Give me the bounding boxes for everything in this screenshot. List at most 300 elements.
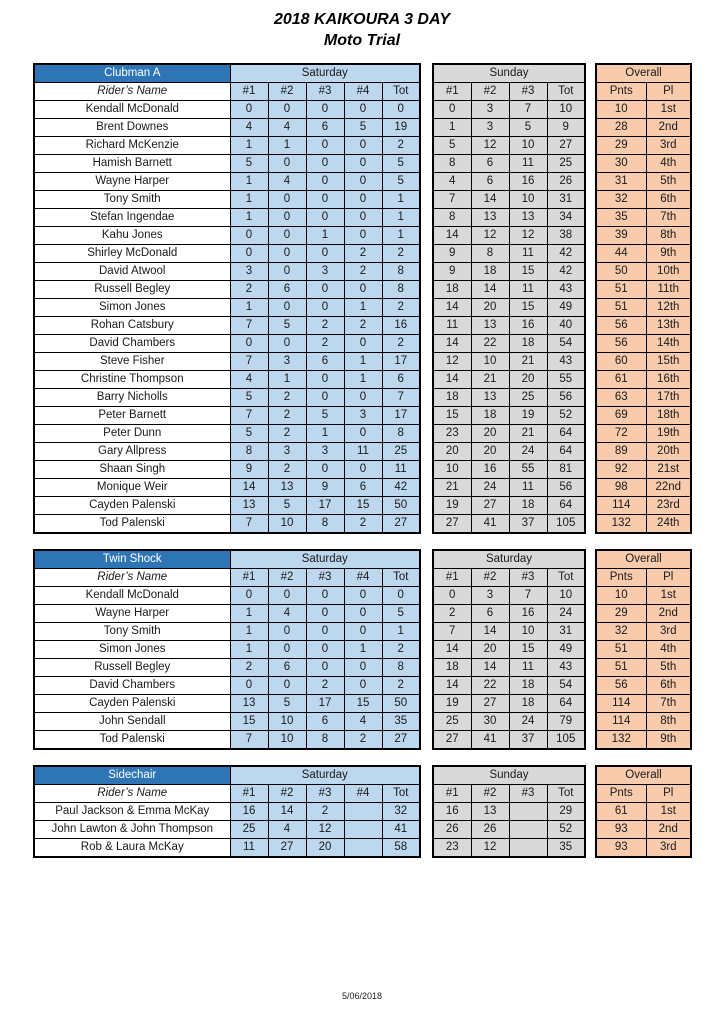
rider-name-cell: Cayden Palenski xyxy=(34,695,230,713)
score-cell: 0 xyxy=(268,641,306,659)
score-cell: 18 xyxy=(433,389,471,407)
score-cell: 0 xyxy=(268,245,306,263)
score-cell: 1 xyxy=(268,137,306,155)
column-header-row xyxy=(596,83,691,101)
score-cell: 5 xyxy=(268,695,306,713)
score-cell: 0 xyxy=(306,605,344,623)
rider-name-header-cell: Rider’s Name xyxy=(34,83,230,101)
score-cell: 3 xyxy=(471,119,509,137)
score-cell: 25 xyxy=(433,713,471,731)
col-header-cell: #2 xyxy=(471,569,509,587)
score-cell: 0 xyxy=(344,659,382,677)
score-cell: 14 xyxy=(471,659,509,677)
table-row xyxy=(433,677,585,695)
table-row xyxy=(34,461,420,479)
score-cell: 3 xyxy=(471,101,509,119)
rider-name-cell: Kendall McDonald xyxy=(34,587,230,605)
table-row xyxy=(34,317,420,335)
col-header-cell: #1 xyxy=(433,785,471,803)
points-cell: 39 xyxy=(596,227,646,245)
table-row xyxy=(34,335,420,353)
col-header-cell: #3 xyxy=(509,569,547,587)
table-row xyxy=(596,335,691,353)
score-cell: 11 xyxy=(433,317,471,335)
score-cell: 2 xyxy=(268,407,306,425)
place-cell: 2nd xyxy=(646,119,691,137)
rider-name-cell: Gary Allpress xyxy=(34,443,230,461)
score-cell: 4 xyxy=(268,173,306,191)
table-row xyxy=(596,839,691,858)
score-cell: 21 xyxy=(433,479,471,497)
col-header-cell: #2 xyxy=(268,83,306,101)
table-row xyxy=(34,731,420,750)
score-cell: 0 xyxy=(344,605,382,623)
rider-name-cell: Shaan Singh xyxy=(34,461,230,479)
place-cell: 14th xyxy=(646,335,691,353)
rider-name-cell: Paul Jackson & Emma McKay xyxy=(34,803,230,821)
table-row xyxy=(596,173,691,191)
table-row xyxy=(596,389,691,407)
table-row xyxy=(433,227,585,245)
table-row xyxy=(596,209,691,227)
points-cell: 114 xyxy=(596,695,646,713)
score-cell: 10 xyxy=(547,101,585,119)
score-cell: 9 xyxy=(547,119,585,137)
score-cell: 1 xyxy=(230,299,268,317)
score-cell: 18 xyxy=(433,281,471,299)
table-row xyxy=(596,281,691,299)
score-cell: 16 xyxy=(509,317,547,335)
rider-name-cell: Shirley McDonald xyxy=(34,245,230,263)
score-cell: 2 xyxy=(344,317,382,335)
place-cell: 23rd xyxy=(646,497,691,515)
score-cell: 15 xyxy=(344,695,382,713)
col-header-cell: #2 xyxy=(268,569,306,587)
score-cell: 14 xyxy=(433,299,471,317)
place-cell: 8th xyxy=(646,227,691,245)
score-cell: 55 xyxy=(509,461,547,479)
score-cell: 54 xyxy=(547,335,585,353)
score-cell: 64 xyxy=(547,443,585,461)
points-cell: 51 xyxy=(596,641,646,659)
score-cell: 49 xyxy=(547,299,585,317)
score-cell: 2 xyxy=(344,515,382,534)
score-cell: 8 xyxy=(306,731,344,750)
score-cell: 2 xyxy=(433,605,471,623)
rider-name-cell: Kendall McDonald xyxy=(34,101,230,119)
table-row xyxy=(433,263,585,281)
rider-name-cell: Russell Begley xyxy=(34,659,230,677)
class-header-cell: Sidechair xyxy=(34,766,230,785)
table-row xyxy=(433,659,585,677)
col-header-cell: #1 xyxy=(230,83,268,101)
score-cell: 18 xyxy=(471,407,509,425)
table-row xyxy=(433,299,585,317)
table-row xyxy=(34,677,420,695)
points-cell: 31 xyxy=(596,173,646,191)
place-cell: 24th xyxy=(646,515,691,534)
points-cell: 132 xyxy=(596,515,646,534)
points-cell: 93 xyxy=(596,839,646,858)
table-row xyxy=(34,479,420,497)
score-cell: 8 xyxy=(471,245,509,263)
score-cell: 1 xyxy=(230,173,268,191)
score-cell: 0 xyxy=(306,641,344,659)
score-cell: 13 xyxy=(471,803,509,821)
score-cell: 18 xyxy=(509,695,547,713)
table-row xyxy=(433,461,585,479)
score-cell xyxy=(344,821,382,839)
score-cell: 2 xyxy=(382,641,420,659)
score-cell: 1 xyxy=(382,209,420,227)
score-cell: 13 xyxy=(471,389,509,407)
table-row xyxy=(596,803,691,821)
table-row xyxy=(596,587,691,605)
place-cell: 6th xyxy=(646,677,691,695)
rider-name-cell: Tod Palenski xyxy=(34,515,230,534)
score-cell: 24 xyxy=(471,479,509,497)
place-cell: 16th xyxy=(646,371,691,389)
score-cell: 13 xyxy=(230,497,268,515)
group-header-row xyxy=(34,64,420,83)
table-row xyxy=(34,137,420,155)
rider-name-cell: Tod Palenski xyxy=(34,731,230,750)
score-cell: 52 xyxy=(547,821,585,839)
score-cell: 2 xyxy=(382,335,420,353)
score-cell: 0 xyxy=(230,227,268,245)
score-cell: 8 xyxy=(306,515,344,534)
table-row xyxy=(433,803,585,821)
score-cell: 2 xyxy=(306,677,344,695)
table-row xyxy=(34,101,420,119)
col-header-cell: #1 xyxy=(433,569,471,587)
score-cell: 20 xyxy=(471,299,509,317)
group-header-row xyxy=(34,766,420,785)
score-cell: 5 xyxy=(230,425,268,443)
rider-name-cell: Barry Nicholls xyxy=(34,389,230,407)
table-row xyxy=(596,101,691,119)
score-cell: 29 xyxy=(547,803,585,821)
score-cell: 7 xyxy=(230,731,268,750)
table-row xyxy=(596,227,691,245)
table-row xyxy=(433,515,585,534)
score-cell: 0 xyxy=(230,587,268,605)
rider-name-cell: David Chambers xyxy=(34,677,230,695)
score-cell: 20 xyxy=(306,839,344,858)
table-row xyxy=(34,497,420,515)
score-cell: 10 xyxy=(471,353,509,371)
score-cell: 50 xyxy=(382,695,420,713)
score-cell: 41 xyxy=(471,515,509,534)
score-cell: 1 xyxy=(344,641,382,659)
score-cell: 6 xyxy=(471,605,509,623)
score-cell: 4 xyxy=(268,119,306,137)
pl-header-cell: Pl xyxy=(646,83,691,101)
day2-header-cell: Saturday xyxy=(433,550,585,569)
table-row xyxy=(433,209,585,227)
score-cell: 19 xyxy=(433,497,471,515)
table-row xyxy=(433,137,585,155)
points-cell: 30 xyxy=(596,155,646,173)
score-cell: 0 xyxy=(433,587,471,605)
score-cell: 8 xyxy=(382,263,420,281)
pnts-header-cell: Pnts xyxy=(596,785,646,803)
score-cell: 0 xyxy=(344,101,382,119)
score-cell: 6 xyxy=(344,479,382,497)
table-row xyxy=(433,119,585,137)
place-cell: 10th xyxy=(646,263,691,281)
table-row xyxy=(433,317,585,335)
table-row xyxy=(433,839,585,858)
table-row xyxy=(34,389,420,407)
table-row xyxy=(596,425,691,443)
place-cell: 9th xyxy=(646,731,691,750)
points-cell: 69 xyxy=(596,407,646,425)
score-cell: 5 xyxy=(433,137,471,155)
footer-date: 5/06/2018 xyxy=(341,991,383,1001)
table-row xyxy=(34,821,420,839)
points-cell: 35 xyxy=(596,209,646,227)
tables-container xyxy=(33,63,692,873)
table-row xyxy=(34,641,420,659)
table-row xyxy=(433,155,585,173)
score-cell: 25 xyxy=(230,821,268,839)
points-cell: 29 xyxy=(596,605,646,623)
pl-header-cell: Pl xyxy=(646,785,691,803)
points-cell: 29 xyxy=(596,137,646,155)
score-cell: 6 xyxy=(471,155,509,173)
score-cell: 9 xyxy=(433,263,471,281)
points-cell: 92 xyxy=(596,461,646,479)
score-cell: 0 xyxy=(268,209,306,227)
name-day1-table-clubman-a xyxy=(33,63,421,534)
score-cell: 6 xyxy=(306,119,344,137)
day1-header-cell: Saturday xyxy=(230,550,420,569)
table-row xyxy=(34,803,420,821)
table-row xyxy=(34,353,420,371)
table-row xyxy=(34,245,420,263)
score-cell: 15 xyxy=(344,497,382,515)
place-cell: 19th xyxy=(646,425,691,443)
table-row xyxy=(433,407,585,425)
class-header-cell: Twin Shock xyxy=(34,550,230,569)
score-cell: 43 xyxy=(547,353,585,371)
score-cell: 0 xyxy=(306,155,344,173)
score-cell: 6 xyxy=(268,659,306,677)
score-cell: 42 xyxy=(382,479,420,497)
score-cell: 18 xyxy=(433,659,471,677)
score-cell: 4 xyxy=(230,119,268,137)
score-cell: 1 xyxy=(230,623,268,641)
rider-name-cell: David Atwool xyxy=(34,263,230,281)
col-header-cell: #3 xyxy=(306,569,344,587)
col-header-cell: Tot xyxy=(547,569,585,587)
rider-name-cell: Brent Downes xyxy=(34,119,230,137)
place-cell: 4th xyxy=(646,641,691,659)
score-cell: 18 xyxy=(509,497,547,515)
score-cell: 10 xyxy=(509,137,547,155)
score-cell: 27 xyxy=(268,839,306,858)
place-cell: 2nd xyxy=(646,821,691,839)
results-section-clubman-a xyxy=(33,63,692,534)
score-cell: 5 xyxy=(306,407,344,425)
group-header-row xyxy=(596,64,691,83)
score-cell: 54 xyxy=(547,677,585,695)
place-cell: 3rd xyxy=(646,839,691,858)
day2-table-clubman-a xyxy=(432,63,586,534)
score-cell xyxy=(344,839,382,858)
score-cell: 0 xyxy=(382,101,420,119)
score-cell: 0 xyxy=(344,335,382,353)
score-cell: 17 xyxy=(306,695,344,713)
table-row xyxy=(433,335,585,353)
score-cell: 105 xyxy=(547,515,585,534)
score-cell: 19 xyxy=(433,695,471,713)
score-cell: 2 xyxy=(344,263,382,281)
rider-name-cell: Hamish Barnett xyxy=(34,155,230,173)
score-cell: 34 xyxy=(547,209,585,227)
score-cell: 13 xyxy=(471,209,509,227)
col-header-cell: #4 xyxy=(344,785,382,803)
score-cell: 3 xyxy=(306,263,344,281)
score-cell: 7 xyxy=(509,587,547,605)
score-cell: 25 xyxy=(382,443,420,461)
score-cell: 8 xyxy=(433,209,471,227)
name-day1-table-twin-shock xyxy=(33,549,421,750)
score-cell: 5 xyxy=(268,317,306,335)
place-cell: 6th xyxy=(646,191,691,209)
score-cell: 24 xyxy=(509,713,547,731)
table-row xyxy=(596,119,691,137)
column-header-row xyxy=(34,569,420,587)
table-row xyxy=(433,497,585,515)
score-cell: 8 xyxy=(230,443,268,461)
score-cell: 16 xyxy=(433,803,471,821)
score-cell: 0 xyxy=(268,677,306,695)
table-row xyxy=(34,443,420,461)
score-cell: 21 xyxy=(509,353,547,371)
score-cell: 64 xyxy=(547,497,585,515)
place-cell: 7th xyxy=(646,209,691,227)
score-cell: 20 xyxy=(509,371,547,389)
score-cell: 10 xyxy=(268,515,306,534)
score-cell: 0 xyxy=(306,299,344,317)
score-cell: 15 xyxy=(509,641,547,659)
score-cell: 1 xyxy=(306,425,344,443)
table-row xyxy=(596,191,691,209)
score-cell: 0 xyxy=(306,101,344,119)
score-cell: 0 xyxy=(344,173,382,191)
place-cell: 18th xyxy=(646,407,691,425)
score-cell: 2 xyxy=(306,803,344,821)
score-cell: 2 xyxy=(306,335,344,353)
score-cell: 0 xyxy=(344,209,382,227)
rider-name-cell: Rohan Catsbury xyxy=(34,317,230,335)
score-cell: 20 xyxy=(471,443,509,461)
score-cell: 0 xyxy=(306,587,344,605)
points-cell: 28 xyxy=(596,119,646,137)
score-cell: 52 xyxy=(547,407,585,425)
score-cell: 0 xyxy=(230,245,268,263)
table-row xyxy=(34,623,420,641)
score-cell: 22 xyxy=(471,677,509,695)
score-cell: 11 xyxy=(230,839,268,858)
score-cell: 0 xyxy=(344,281,382,299)
page-subtitle: Moto Trial xyxy=(323,32,401,49)
score-cell: 0 xyxy=(306,623,344,641)
points-cell: 61 xyxy=(596,803,646,821)
score-cell: 27 xyxy=(382,515,420,534)
rider-name-header-cell: Rider’s Name xyxy=(34,569,230,587)
score-cell: 7 xyxy=(509,101,547,119)
score-cell xyxy=(509,839,547,858)
score-cell: 0 xyxy=(344,677,382,695)
score-cell: 0 xyxy=(306,245,344,263)
place-cell: 1st xyxy=(646,803,691,821)
table-row xyxy=(34,299,420,317)
score-cell: 2 xyxy=(268,425,306,443)
table-row xyxy=(596,371,691,389)
column-header-row xyxy=(433,569,585,587)
table-row xyxy=(34,281,420,299)
place-cell: 22nd xyxy=(646,479,691,497)
place-cell: 3rd xyxy=(646,623,691,641)
score-cell: 18 xyxy=(509,335,547,353)
score-cell: 3 xyxy=(230,263,268,281)
day1-header-cell: Saturday xyxy=(230,766,420,785)
rider-name-cell: Richard McKenzie xyxy=(34,137,230,155)
score-cell: 37 xyxy=(509,515,547,534)
points-cell: 51 xyxy=(596,659,646,677)
score-cell: 14 xyxy=(268,803,306,821)
score-cell: 6 xyxy=(382,371,420,389)
table-row xyxy=(433,371,585,389)
score-cell: 14 xyxy=(433,371,471,389)
table-row xyxy=(596,695,691,713)
points-cell: 44 xyxy=(596,245,646,263)
score-cell: 24 xyxy=(547,605,585,623)
table-row xyxy=(34,263,420,281)
score-cell: 8 xyxy=(433,155,471,173)
points-cell: 132 xyxy=(596,731,646,750)
col-header-cell: Tot xyxy=(382,569,420,587)
score-cell: 14 xyxy=(471,623,509,641)
score-cell: 4 xyxy=(268,605,306,623)
score-cell: 11 xyxy=(509,155,547,173)
points-cell: 51 xyxy=(596,281,646,299)
score-cell: 15 xyxy=(509,263,547,281)
table-row xyxy=(433,821,585,839)
score-cell: 40 xyxy=(547,317,585,335)
rider-name-cell: Peter Dunn xyxy=(34,425,230,443)
score-cell: 5 xyxy=(230,389,268,407)
table-row xyxy=(34,173,420,191)
score-cell: 27 xyxy=(547,137,585,155)
points-cell: 56 xyxy=(596,317,646,335)
points-cell: 89 xyxy=(596,443,646,461)
score-cell: 5 xyxy=(382,173,420,191)
score-cell: 0 xyxy=(268,191,306,209)
score-cell: 19 xyxy=(382,119,420,137)
score-cell: 5 xyxy=(382,605,420,623)
score-cell: 11 xyxy=(509,479,547,497)
name-day1-table-sidechair xyxy=(33,765,421,858)
table-row xyxy=(34,587,420,605)
score-cell: 56 xyxy=(547,389,585,407)
score-cell: 7 xyxy=(230,317,268,335)
score-cell: 24 xyxy=(509,443,547,461)
score-cell: 13 xyxy=(471,317,509,335)
